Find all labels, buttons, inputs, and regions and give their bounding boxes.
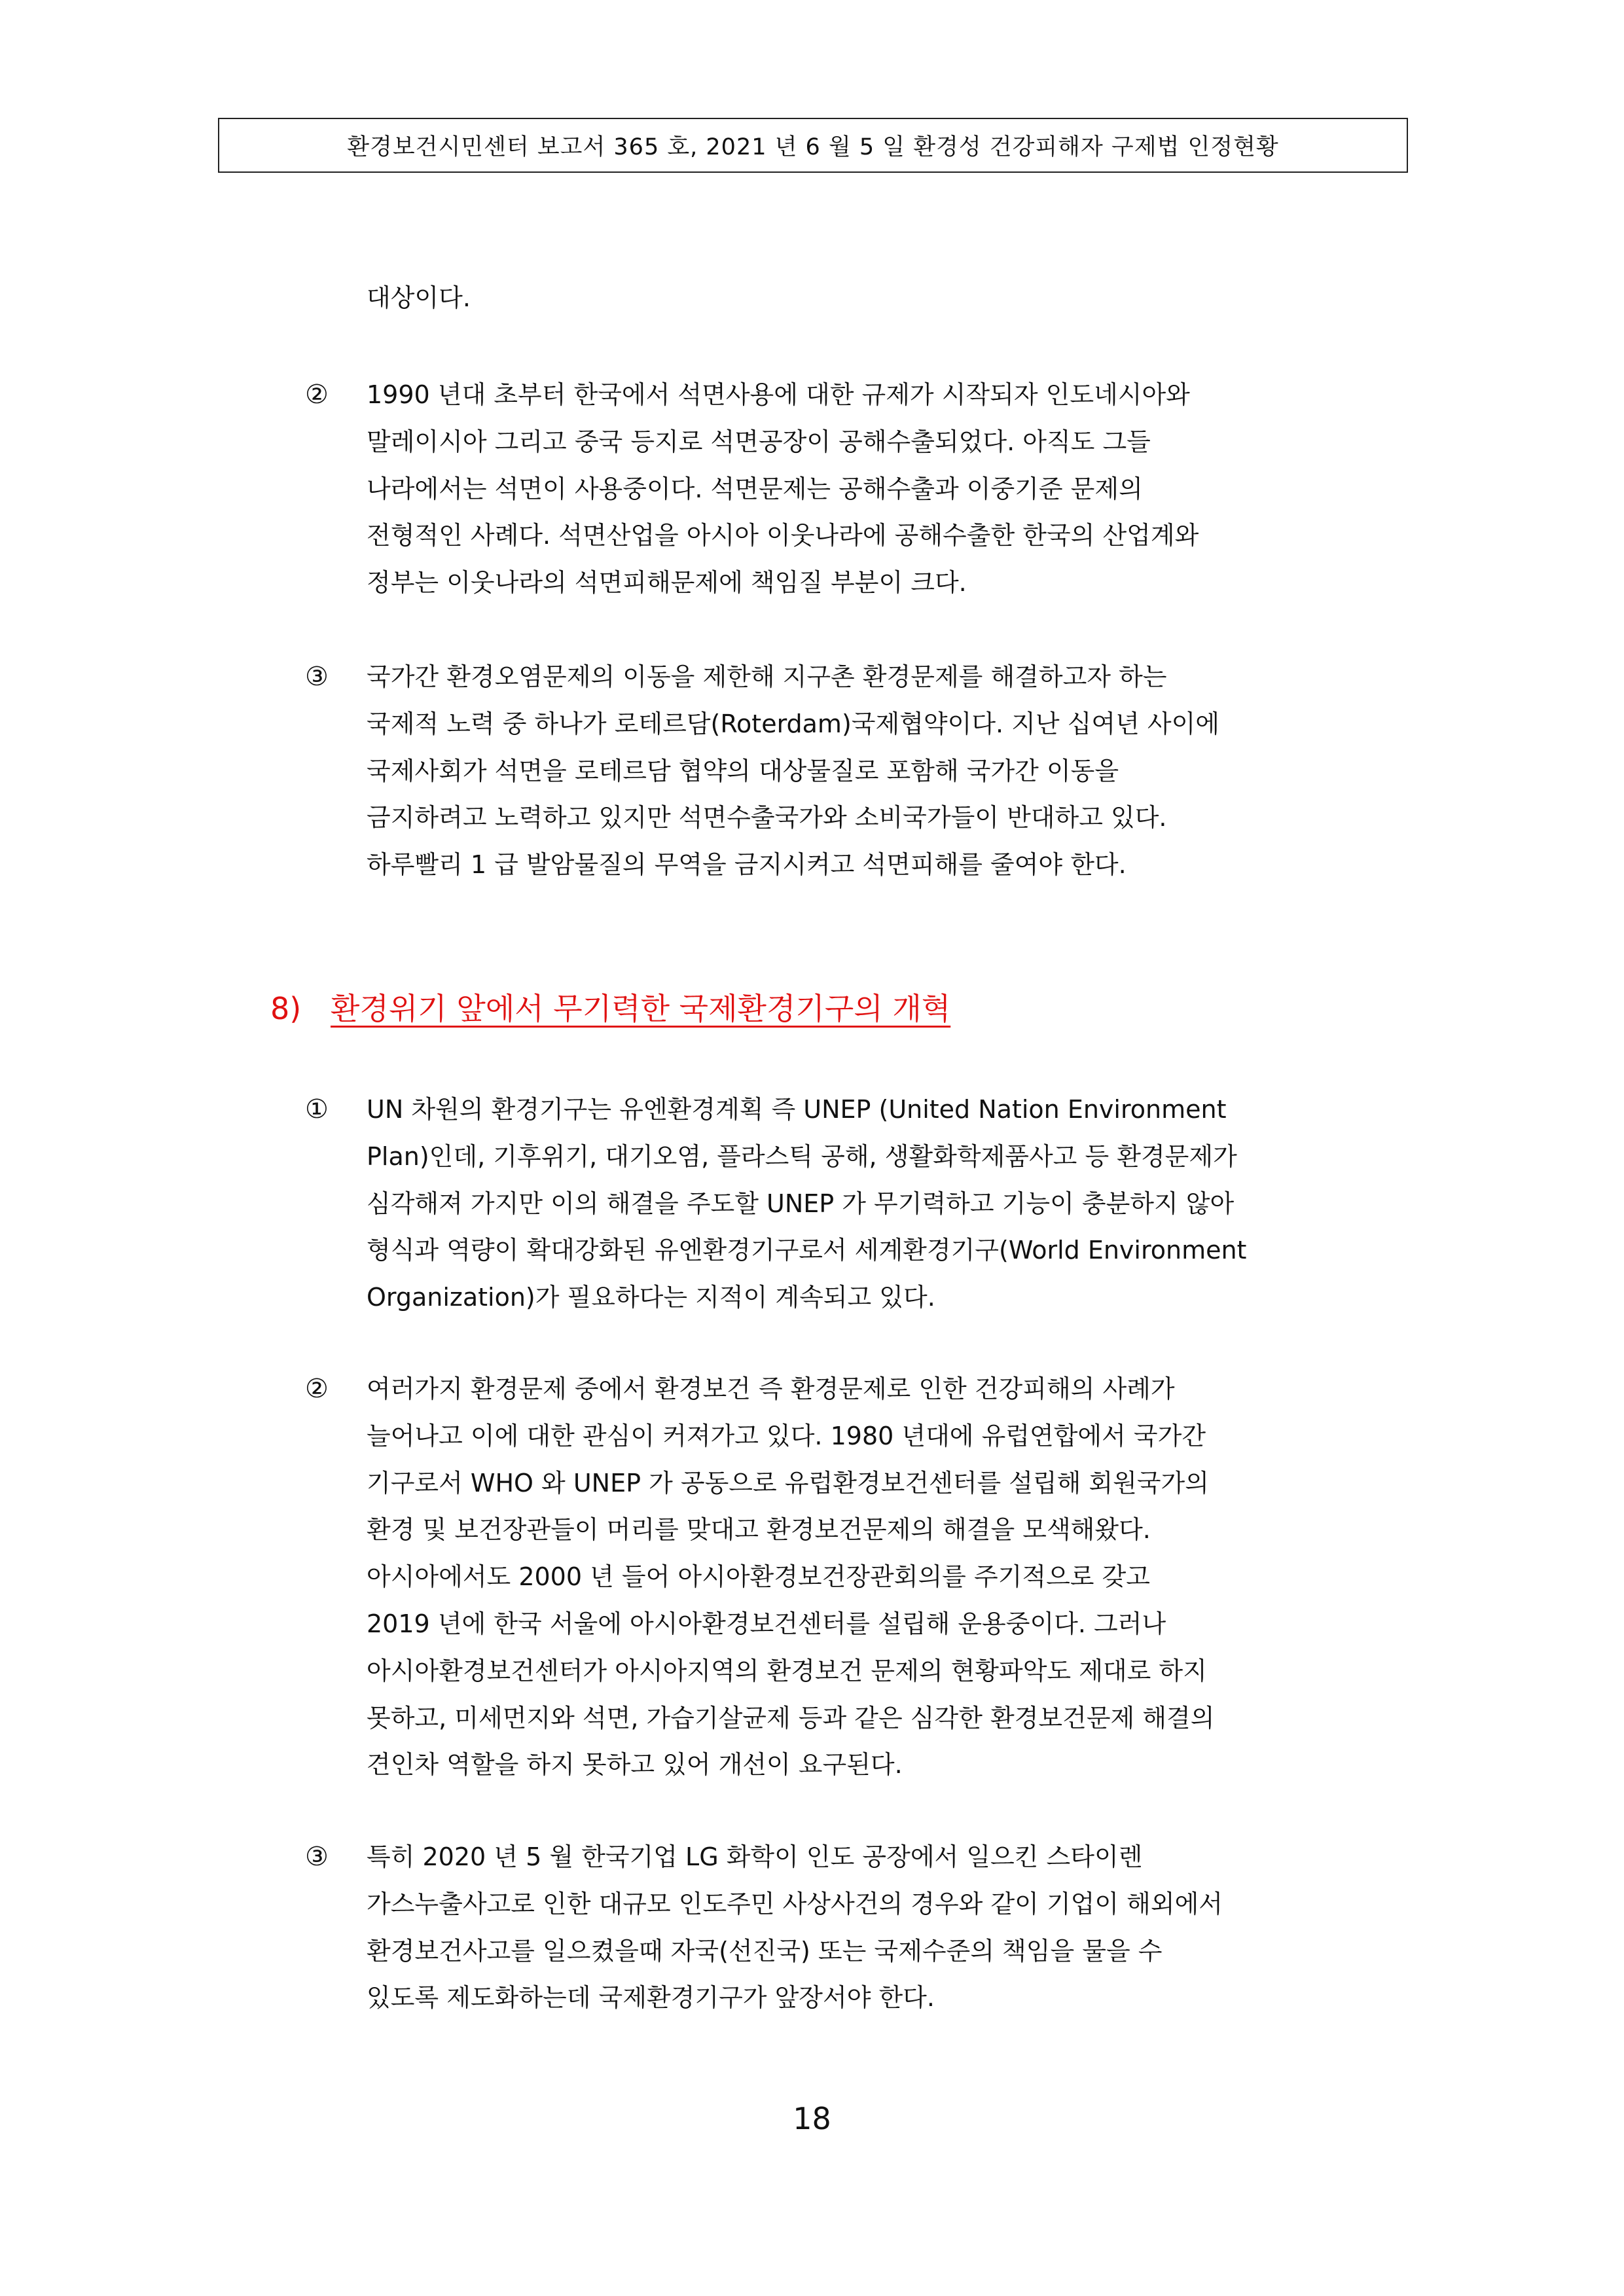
list-item-paragraph (367, 1366, 1214, 1789)
section-heading (270, 985, 950, 1032)
paragraph-line: 못하고, 미세먼지와 석면, 가습기살균제 등과 같은 심각한 환경보건문제 해결의 (367, 1703, 1215, 1732)
paragraph-line: 있도록 제도화하는데 국제환경기구가 앞장서야 한다. (367, 1983, 935, 2013)
paragraph-line: 1990 년대 초부터 한국에서 석면사용에 대한 규제가 시작되자 인도네시아와 (367, 380, 1190, 409)
paragraph-line: 하루빨리 1 급 발암물질의 무역을 금지시켜고 석면피해를 줄여야 한다. (367, 850, 1127, 880)
paragraph-line: 환경보건사고를 일으켰을때 자국(선진국) 또는 국제수준의 책임을 물을 수 (367, 1936, 1163, 1965)
paragraph-line: 국가간 환경오염문제의 이동을 제한해 지구촌 환경문제를 해결하고자 하는 (367, 662, 1167, 691)
paragraph-line: 국제사회가 석면을 로테르담 협약의 대상물질로 포함해 국가간 이동을 (367, 756, 1119, 785)
list-marker: ③ (305, 1842, 329, 1872)
list-item-paragraph (367, 1086, 1246, 1321)
section-number: 8) (270, 991, 302, 1026)
paragraph-line: 여러가지 환경문제 중에서 환경보건 즉 환경문제로 인한 건강피해의 사례가 (367, 1374, 1175, 1403)
paragraph-line: 정부는 이웃나라의 석면피해문제에 책임질 부분이 크다. (367, 568, 967, 598)
list-marker: ① (305, 1094, 329, 1124)
list-item-paragraph (367, 654, 1219, 889)
section-title: 환경위기 앞에서 무기력한 국제환경기구의 개혁 (331, 991, 951, 1026)
paragraph-line: 국제적 노력 중 하나가 로테르담(Roterdam)국제협약이다. 지난 십여년 사이에 (367, 709, 1220, 738)
paragraph-line: 금지하려고 노력하고 있지만 석면수출국가와 소비국가들이 반대하고 있다. (367, 803, 1167, 833)
list-item-paragraph (367, 372, 1199, 607)
paragraph-line: 아시아에서도 2000 년 들어 아시아환경보건장관회의를 주기적으로 갖고 (367, 1562, 1151, 1592)
report-header-text: 환경보건시민센터 보고서 365 호, 2021 년 6 월 5 일 환경성 건강피해자 구제법 인정현황 (347, 134, 1279, 160)
paragraph-line: 대상이다. (367, 283, 471, 312)
paragraph-line: Plan)인데, 기후위기, 대기오염, 플라스틱 공해, 생활화학제품사고 등 환경문제가 (367, 1141, 1237, 1171)
paragraph-line: 기구로서 WHO 와 UNEP 가 공동으로 유럽환경보건센터를 설립해 회원국가의 (367, 1468, 1209, 1498)
list-marker: ② (305, 380, 329, 410)
page-number: 18 (793, 2101, 831, 2136)
continuation-paragraph (367, 275, 471, 322)
paragraph-line: 가스누출사고로 인한 대규모 인도주민 사상사건의 경우와 같이 기업이 해외에서 (367, 1889, 1223, 1918)
paragraph-line: 심각해져 가지만 이의 해결을 주도할 UNEP 가 무기력하고 기능이 충분하지 않아 (367, 1189, 1235, 1218)
paragraph-line: 견인차 역할을 하지 못하고 있어 개선이 요구된다. (367, 1750, 903, 1780)
list-marker: ② (305, 1374, 329, 1404)
paragraph-line: Organization)가 필요하다는 지적이 계속되고 있다. (367, 1283, 935, 1312)
paragraph-line: UN 차원의 환경기구는 유엔환경계획 즉 UNEP (United Nation Environment (367, 1095, 1227, 1124)
paragraph-line: 말레이시아 그리고 중국 등지로 석면공장이 공해수출되었다. 아직도 그들 (367, 427, 1151, 456)
paragraph-line: 전형적인 사례다. 석면산업을 아시아 이웃나라에 공해수출한 한국의 산업계와 (367, 521, 1199, 550)
paragraph-line: 환경 및 보건장관들이 머리를 맞대고 환경보건문제의 해결을 모색해왔다. (367, 1515, 1151, 1545)
list-item-paragraph (367, 1834, 1223, 2022)
paragraph-line: 특히 2020 년 5 월 한국기업 LG 화학이 인도 공장에서 일으킨 스타이렌 (367, 1842, 1143, 1871)
report-header (218, 118, 1408, 173)
paragraph-line: 나라에서는 석면이 사용중이다. 석면문제는 공해수출과 이중기준 문제의 (367, 474, 1143, 503)
paragraph-line: 늘어나고 이에 대한 관심이 커져가고 있다. 1980 년대에 유럽연합에서 국가간 (367, 1421, 1206, 1450)
paragraph-line: 2019 년에 한국 서울에 아시아환경보건센터를 설립해 운용중이다. 그러나 (367, 1609, 1166, 1638)
list-marker: ③ (305, 662, 329, 692)
paragraph-line: 아시아환경보건센터가 아시아지역의 환경보건 문제의 현황파악도 제대로 하지 (367, 1656, 1207, 1685)
paragraph-line: 형식과 역량이 확대강화된 유엔환경기구로서 세계환경기구(World Environment (367, 1236, 1247, 1265)
